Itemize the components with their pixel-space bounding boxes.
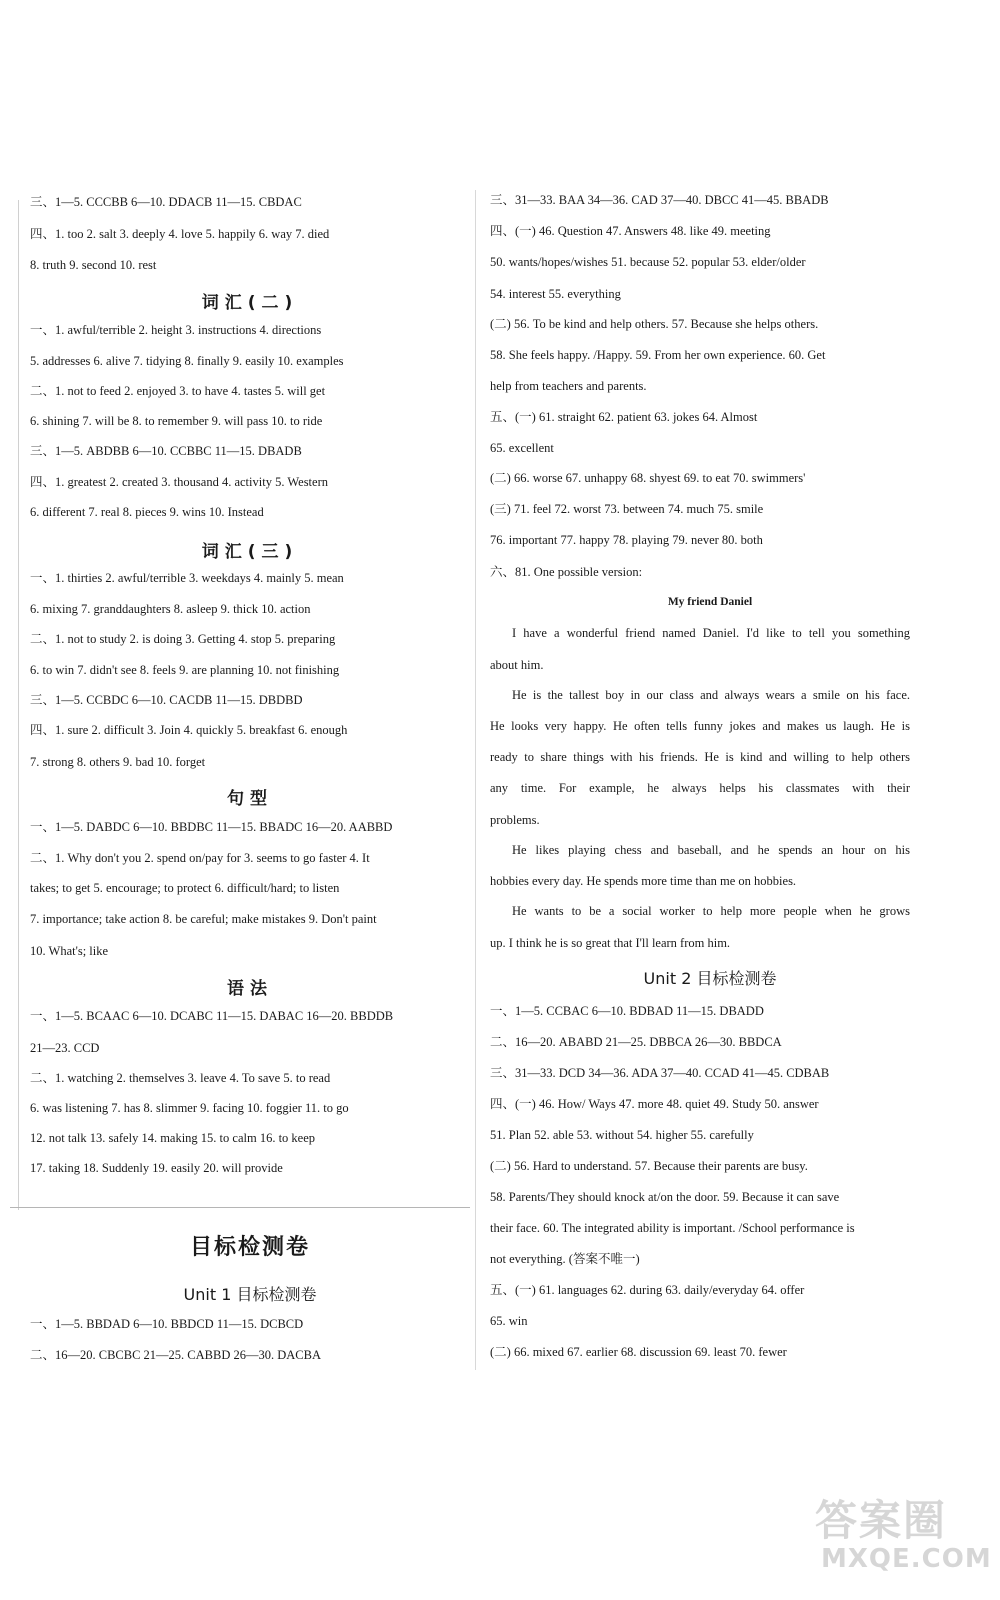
answer-line: help from teachers and parents. <box>490 379 647 393</box>
watermark-site-text: MXQE.COM <box>821 1544 992 1574</box>
answer-line: 50. wants/hopes/wishes 51. because 52. popular 53. elder/older <box>490 255 806 269</box>
answer-line: 一、1—5. BCAAC 6—10. DCABC 11—15. DABAC 16—20. BBDDB <box>30 1009 394 1023</box>
section-heading-cihui-2: 词汇(二) <box>201 293 299 313</box>
answer-line: 17. taking 18. Suddenly 19. easily 20. will provide <box>30 1161 283 1175</box>
answer-line: 7. importance; take action 8. be careful; make mistakes 9. Don't paint <box>30 912 377 926</box>
left-margin-rule <box>18 200 19 1210</box>
answer-line: 6. different 7. real 8. pieces 9. wins 10. Instead <box>30 505 264 519</box>
answer-line: their face. 60. The integrated ability is important. /School performance is <box>490 1221 855 1235</box>
section-heading-juxing: 句型 <box>227 789 273 809</box>
answer-line: (二) 66. worse 67. unhappy 68. shyest 69. to eat 70. swimmers' <box>490 471 806 485</box>
answer-line: 51. Plan 52. able 53. without 54. higher 55. carefully <box>490 1128 754 1142</box>
answer-line: 76. important 77. happy 78. playing 79. never 80. both <box>490 533 763 547</box>
answer-line: 二、1. watching 2. themselves 3. leave 4. To save 5. to read <box>30 1071 331 1085</box>
answer-line: 6. to win 7. didn't see 8. feels 9. are planning 10. not finishing <box>30 663 340 677</box>
answer-line: 三、1—5. CCCBB 6—10. DDACB 11—15. CBDAC <box>30 195 302 209</box>
answer-line: takes; to get 5. encourage; to protect 6. difficult/hard; to listen <box>30 881 340 895</box>
unit-2-heading: Unit 2 目标检测卷 <box>643 969 777 988</box>
section-heading-mubiao: 目标检测卷 <box>189 1235 310 1260</box>
answer-line: 6. was listening 7. has 8. slimmer 9. facing 10. foggier 11. to go <box>30 1101 349 1115</box>
answer-line: 二、16—20. ABABD 21—25. DBBCA 26—30. BBDCA <box>490 1035 782 1049</box>
answer-line: 五、(一) 61. straight 62. patient 63. jokes 64. Almost <box>490 410 758 424</box>
unit-1-heading: Unit 1 目标检测卷 <box>183 1285 317 1304</box>
answer-line: 五、(一) 61. languages 62. during 63. daily/everyday 64. offer <box>490 1283 805 1297</box>
answer-line: 二、1. Why don't you 2. spend on/pay for 3. seems to go faster 4. It <box>30 851 370 865</box>
answer-line: 四、1. sure 2. difficult 3. Join 4. quickly 5. breakfast 6. enough <box>30 723 348 737</box>
answer-line: (二) 66. mixed 67. earlier 68. discussion 69. least 70. fewer <box>490 1345 787 1359</box>
essay-line: any time. For example, he always helps his classmates with their <box>490 781 910 795</box>
answer-line: 10. What's; like <box>30 944 109 958</box>
answer-line: 一、1. thirties 2. awful/terrible 3. weekdays 4. mainly 5. mean <box>30 571 344 585</box>
answer-line: 四、1. greatest 2. created 3. thousand 4. activity 5. Western <box>30 475 328 489</box>
answer-line: 8. truth 9. second 10. rest <box>30 258 157 272</box>
answer-line: 三、1—5. ABDBB 6—10. CCBBC 11—15. DBADB <box>30 444 302 458</box>
answer-line: 三、31—33. BAA 34—36. CAD 37—40. DBCC 41—45. BBADB <box>490 193 829 207</box>
column-divider <box>475 190 476 1370</box>
answer-line: 四、(一) 46. Question 47. Answers 48. like 49. meeting <box>490 224 771 238</box>
essay-line: I have a wonderful friend named Daniel. I'd like to tell you something <box>512 626 910 640</box>
essay-line: problems. <box>490 813 540 827</box>
answer-line: 四、1. too 2. salt 3. deeply 4. love 5. happily 6. way 7. died <box>30 227 330 241</box>
answer-line: 一、1—5. DABDC 6—10. BBDBC 11—15. BBADC 16—20. AABBD <box>30 820 393 834</box>
watermark-main-text: 答案圈 <box>815 1496 948 1545</box>
essay-line: ready to share things with his friends. He is kind and willing to help others <box>490 750 910 764</box>
essay-line: He likes playing chess and baseball, and he spends an hour on his <box>512 843 910 857</box>
answer-line: 21—23. CCD <box>30 1041 100 1055</box>
answer-line: 一、1. awful/terrible 2. height 3. instructions 4. directions <box>30 323 322 337</box>
section-heading-yufa: 语法 <box>227 979 273 999</box>
section-divider <box>10 1207 470 1208</box>
answer-line: 65. win <box>490 1314 528 1328</box>
answer-line: 58. She feels happy. /Happy. 59. From her own experience. 60. Get <box>490 348 826 362</box>
answer-line: (二) 56. Hard to understand. 57. Because their parents are busy. <box>490 1159 808 1173</box>
answer-line: 三、31—33. DCD 34—36. ADA 37—40. CCAD 41—45. CDBAB <box>490 1066 830 1080</box>
answer-line: 6. shining 7. will be 8. to remember 9. will pass 10. to ride <box>30 414 323 428</box>
essay-line: hobbies every day. He spends more time than me on hobbies. <box>490 874 797 888</box>
essay-line: He looks very happy. He often tells funny jokes and makes us laugh. He is <box>490 719 910 733</box>
answer-line: (三) 71. feel 72. worst 73. between 74. much 75. smile <box>490 502 764 516</box>
answer-line: 5. addresses 6. alive 7. tidying 8. finally 9. easily 10. examples <box>30 354 344 368</box>
site-watermark-logo <box>815 1488 992 1588</box>
essay-title: My friend Daniel <box>667 596 753 608</box>
essay-line: He is the tallest boy in our class and always wears a smile on his face. <box>512 688 910 702</box>
essay-line: about him. <box>490 658 544 672</box>
answer-line: 58. Parents/They should knock at/on the door. 59. Because it can save <box>490 1190 840 1204</box>
answer-line: 二、1. not to feed 2. enjoyed 3. to have 4. tastes 5. will get <box>30 384 326 398</box>
answer-line: 二、16—20. CBCBC 21—25. CABBD 26—30. DACBA <box>30 1348 322 1362</box>
answer-line: 54. interest 55. everything <box>490 287 621 301</box>
answer-line: 一、1—5. CCBAC 6—10. BDBAD 11—15. DBADD <box>490 1004 764 1018</box>
answer-line: (二) 56. To be kind and help others. 57. Because she helps others. <box>490 317 819 331</box>
essay-line: He wants to be a social worker to help more people when he grows <box>512 904 910 918</box>
answer-line: 7. strong 8. others 9. bad 10. forget <box>30 755 206 769</box>
section-heading-cihui-3: 词汇(三) <box>201 542 299 562</box>
answer-line: 6. mixing 7. granddaughters 8. asleep 9. thick 10. action <box>30 602 311 616</box>
essay-line: up. I think he is so great that I'll learn from him. <box>490 936 731 950</box>
answer-line: 一、1—5. BBDAD 6—10. BBDCD 11—15. DCBCD <box>30 1317 304 1331</box>
answer-line: 12. not talk 13. safely 14. making 15. to calm 16. to keep <box>30 1131 316 1145</box>
answer-line: 二、1. not to study 2. is doing 3. Getting 4. stop 5. preparing <box>30 632 336 646</box>
answer-line: 六、81. One possible version: <box>490 565 643 579</box>
answer-line: 三、1—5. CCBDC 6—10. CACDB 11—15. DBDBD <box>30 693 303 707</box>
answer-line: 四、(一) 46. How/ Ways 47. more 48. quiet 49. Study 50. answer <box>490 1097 819 1111</box>
answer-line: not everything. (答案不唯一) <box>490 1252 640 1266</box>
answer-line: 65. excellent <box>490 441 554 455</box>
